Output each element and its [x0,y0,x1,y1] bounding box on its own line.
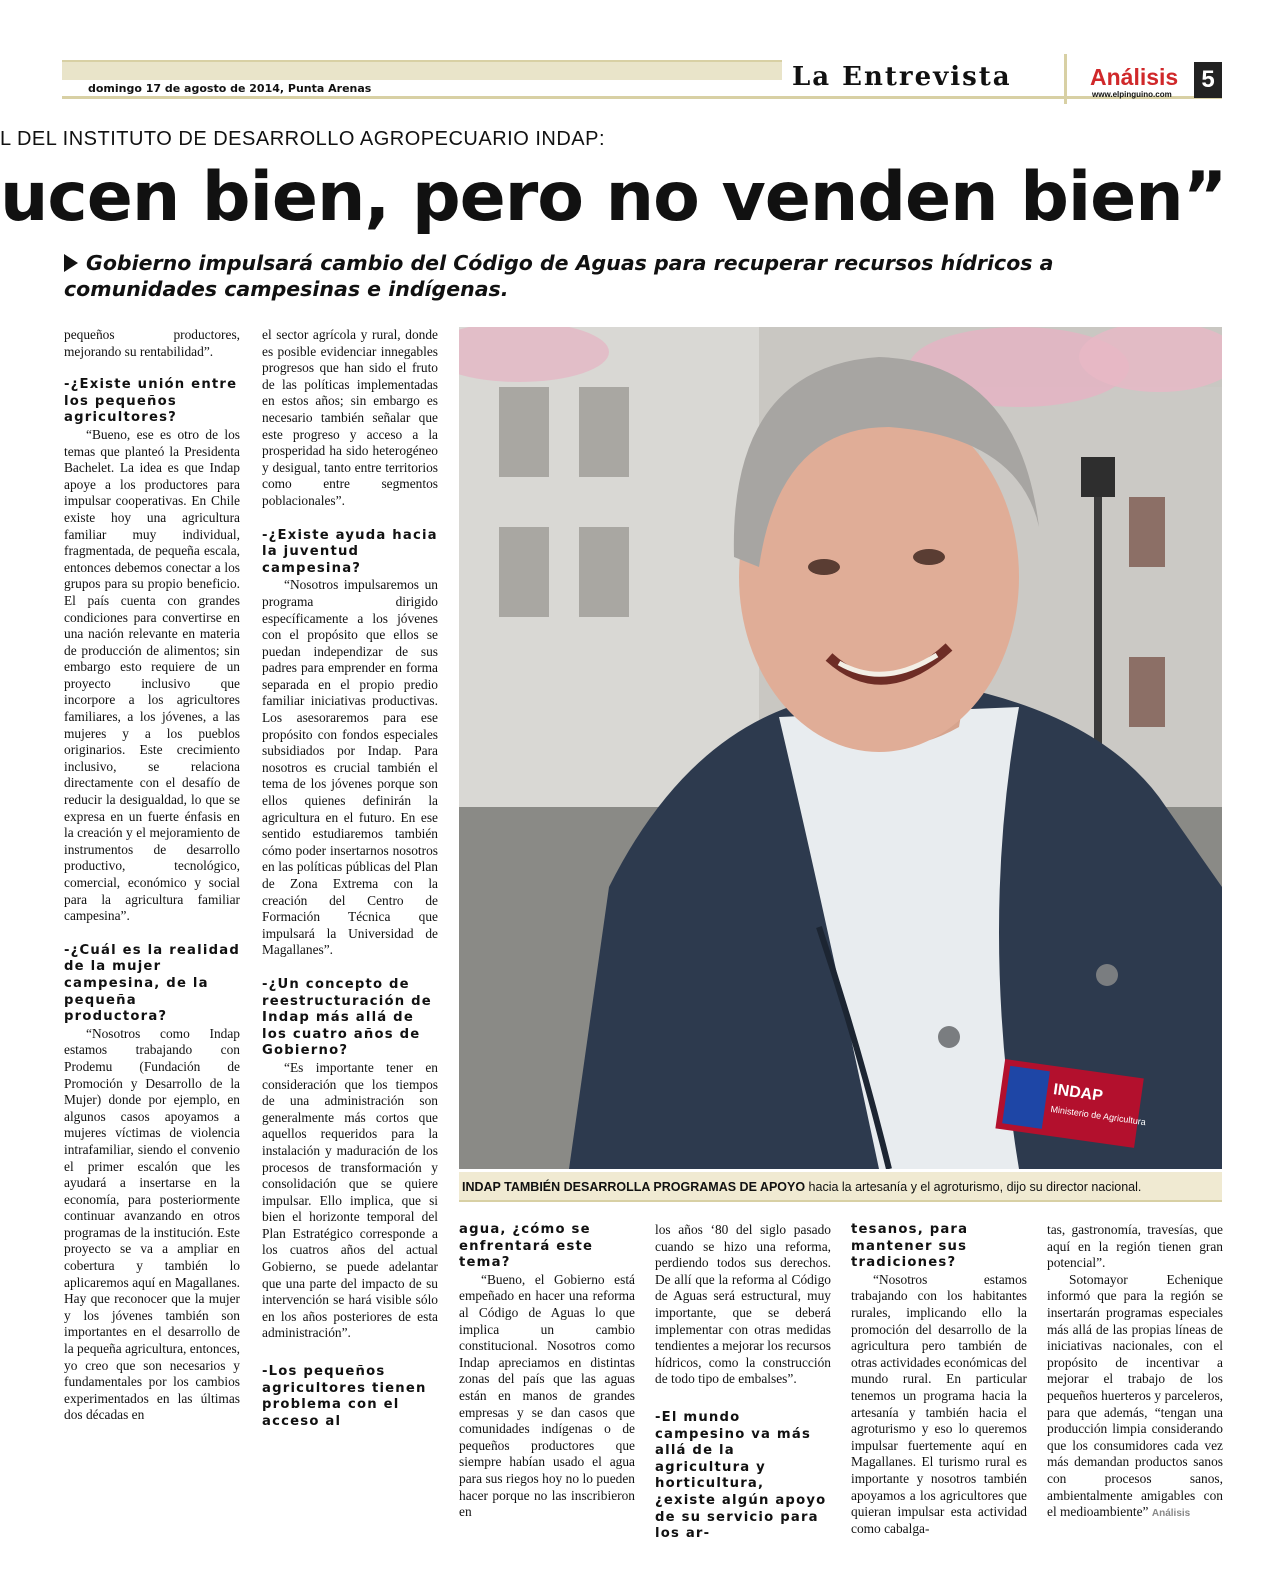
end-mark-logo: Análisis [1151,1508,1191,1520]
issue-date: domingo 17 de agosto de 2014, Punta Arenas [88,82,372,95]
badge-title: INDAP [1052,1081,1104,1105]
jacket-button [938,1026,960,1048]
article-column-6 [1047,1222,1223,1523]
question: -¿Un concepto de reestructuración de Indap más allá de los cuatro años de Gobierno? [262,976,432,1059]
window [1129,657,1165,727]
article-column-3 [459,1222,635,1521]
section-title: La Entrevista [792,62,1012,92]
bullet-triangle-icon [64,254,78,272]
window [1129,497,1165,567]
article-column-2 [262,327,438,1430]
header-stripe [62,60,782,80]
headline: ucen bien, pero no venden bien” [0,158,1227,237]
badge-subtitle: Ministerio de Agricultura [1049,1103,1147,1128]
subheadline [64,250,1184,302]
article-column-4 [655,1222,831,1543]
paragraph [1047,1272,1223,1523]
question: tesanos, para mantener sus tradiciones? [851,1222,969,1271]
headline-kicker: L DEL INSTITUTO DE DESARROLLO AGROPECUARIO INDAP: [0,128,605,150]
question: -El mundo campesino va más allá de la agricultura y horticultura, ¿existe algún apoyo de su servicio para los ar- [655,1409,827,1542]
window [499,387,549,477]
article-column-5 [851,1222,1027,1537]
newspaper-logo: Análisis [1090,64,1179,90]
badge-shield [1002,1066,1050,1129]
answer: “Es importante tener en consideración que los tiempos de una administración son generalmente más cortos que aquellos requeridos para la instalación y maduración de los procesos de transformación y consolidación que se quiere impulsar. Ello implica, que si bien el horizonte temporal del Plan Estratégico corresponde a los cuatros años del actual Gobierno, se puede adelantar que una parte del impacto de su intervención se hará visible sólo en los años posteriores de esta administración”. [262,1059,438,1341]
question: -Los pequeños agricultores tienen problema con el acceso al [262,1364,427,1429]
window [499,527,549,617]
window [579,527,629,617]
answer: “Nosotros estamos trabajando con los habitantes rurales, implicando ello la promoción del desarrollo de la agricultura pero también de otras actividades económicas del mundo rural. En particular tenemos un programa hacia la artesanía y también hacia el agroturismo y eso lo queremos impulsar fuertemente aquí en Magallanes. El turismo rural es importante y nosotros también apoyamos a los agricultores que quieran impulsar esta actividad como cabalga- [851,1271,1027,1536]
paragraph: pequeños productores, mejorando su rentabilidad”. [64,327,240,359]
lamp [1081,457,1115,497]
header-rule [62,96,1222,99]
photo-caption [459,1172,1222,1202]
header-divider [1064,54,1067,104]
paragraph: el sector agrícola y rural, donde es posible evidenciar innegables progresos que han sido el fruto de las políticas implementadas en estos años; sin embargo es necesario también señalar que este progreso y acceso a la prosperidad ha sido heterogéneo y desigual, tanto entre territorios como entre segmentos poblacionales”. [262,327,438,508]
paragraph: tas, gastronomía, travesías, que aquí en la región tienen gran potencial”. [1047,1222,1223,1271]
subheadline-text: Gobierno impulsará cambio del Código de Aguas para recuperar recursos hídricos a comunidades campesinas e indígenas. [64,251,1054,301]
portrait-photo [459,327,1222,1169]
question: -¿Existe unión entre los pequeños agricultores? [64,377,238,426]
jacket-button [1096,964,1118,986]
caption-text: hacia la artesanía y el agroturismo, dijo su director nacional. [805,1180,1142,1194]
page-number: 5 [1194,62,1222,98]
left-eye [808,559,840,575]
answer: “Bueno, el Gobierno está empeñado en hacer una reforma al Código de Aguas lo que implica un cambio constitucional. Nosotros como Indap apreciamos en distintas zonas del país que las aguas están en manos de grandes empresas y se dan casos que comunidades indígenas o de pequeños productores que siempre habían usado el agua para sus riegos hoy no lo pueden hacer porque no las inscribieron en [459,1271,635,1520]
answer: “Nosotros como Indap estamos trabajando con Prodemu (Fundación de Promoción y Desarrollo de la Mujer) donde por ejemplo, en algunos casos apoyamos a mujeres víctimas de violencia intrafamiliar, siendo el convenio el primer escalón que les ayudará a insertarse en la economía, para posteriormente continuar avanzando en otros programas de la institución. Este proyecto se va a ampliar en cobertura y también lo aplicaremos aquí en Magallanes. Hay que reconocer que la mujer y los jóvenes también son importantes en el desarrollo de la pequeña agricultura, entonces, yo creo que son necesarios y fundamentales por los cambios experimentados en las últimas dos décadas en [64,1025,240,1423]
question: -¿Cuál es la realidad de la mujer campesina, de la pequeña productora? [64,942,240,1025]
paragraph: los años ‘80 del siglo pasado cuando se hizo una reforma, perdiendo todos sus derechos. De allí que la reforma al Código de Aguas será estructural, muy importante, que se deberá implementar con otras medidas tendientes a mejorar los recursos hídricos, como la construcción de todo tipo de embalses”. [655,1222,831,1387]
right-eye [913,549,945,565]
window [579,387,629,477]
answer: “Nosotros impulsaremos un programa dirigido específicamente a los jóvenes con el propósito que ellos se puedan independizar de sus padres para emprender en forma separada en el propio predio familiar iniciativas productivas. Los asesoraremos para ese propósito con fondos especiales subsidiados por Indap. Para nosotros es crucial también el tema de los jóvenes porque son ellos quienes definirán la agricultura en el futuro. En ese sentido estudiaremos también cómo poder insertarnos nosotros en las políticas públicas del Plan de Zona Extrema con la creación del Centro de Formación Técnica que impulsará la Universidad de Magallanes”. [262,577,438,958]
portrait-illustration [459,327,1222,1169]
article-column-1 [64,327,240,1424]
paragraph-text: Sotomayor Echenique informó que para la región se insertarán programas especiales más allá de las propias líneas de iniciativas nacionales, con el propósito de incentivar a mejorar el trabajo de los pequeños huerteros y parceleros, para que además, “tengan una producción limpia considerando que los consumidores cada vez más demandan productos sanos con procesos sanos, ambientalmente amigables con el medioambiente” [1047,1271,1223,1520]
newspaper-url: www.elpinguino.com [1092,90,1172,99]
answer: “Bueno, ese es otro de los temas que planteó la Presidenta Bachelet. La idea es que Indap apoye a los productores para impulsar cooperativas. En Chile existe hoy una agricultura familiar muy individual, fragmentada, de pequeña escala, entonces debemos conectar a los grupos para su propio beneficio. El país cuenta con grandes condiciones para convertirse en una nación relevante en materia de producción de alimentos; sin embargo esto requiere de un proyecto inclusivo que incorpore a los agricultores familiares, a los jóvenes, a las mujeres y a los pueblos originarios. Este crecimiento inclusivo, se relaciona directamente con el desafío de reducir la desigualdad, lo que se expresa en un fuerte énfasis en la creación y el mejoramiento de instrumentos de desarrollo productivo, tecnológico, comercial, económico y social para la agricultura familiar campesina”. [64,426,240,924]
question: agua, ¿cómo se enfrentará este tema? [459,1222,594,1271]
question: -¿Existe ayuda hacia la juventud campesina? [262,527,438,576]
caption-lead: INDAP TAMBIÉN DESARROLLA PROGRAMAS DE APOYO [462,1180,806,1194]
